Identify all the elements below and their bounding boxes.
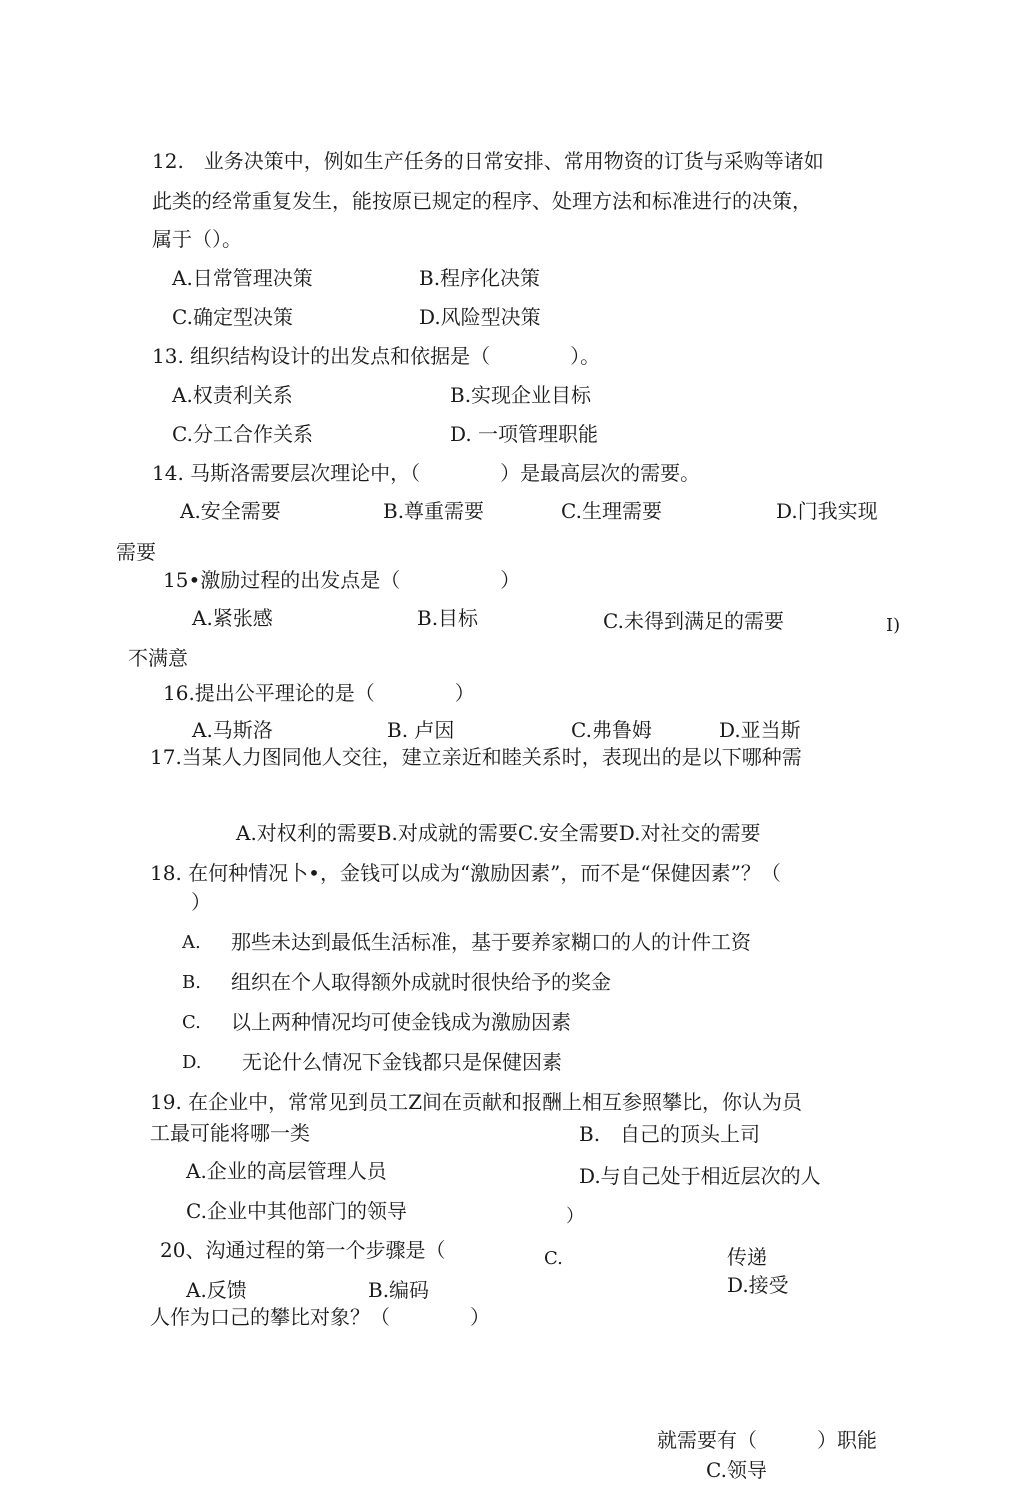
q18-option-d-letter: D.: [182, 1052, 202, 1073]
q12-option-b: B.程序化决策: [419, 266, 541, 290]
q19-option-d: D.与自己处于相近层次的人: [579, 1164, 821, 1188]
q12-option-d: D.风险型决策: [419, 305, 541, 329]
q14-option-a: A.安全需要: [180, 499, 281, 523]
q14-stem: 14. 马斯洛需要层次理论中，（ ）是最高层次的需要。: [152, 461, 701, 485]
q20-option-a: A.反馈: [186, 1278, 247, 1302]
q14-option-c: C.生理需要: [561, 499, 662, 523]
q13-option-a: A.权责利关系: [172, 383, 293, 407]
q21-tail-fragment: 就需要有（ ）职能: [657, 1428, 877, 1452]
q19-tail-fragment: 人作为口己的攀比对象？（ ）: [150, 1305, 490, 1329]
q15-option-b: B.目标: [417, 606, 479, 630]
q18-option-b: 组织在个人取得额外成就时很快给予的奖金: [231, 970, 611, 994]
q18-option-c-letter: C.: [182, 1012, 201, 1033]
q20-option-c-text: 传递: [727, 1245, 767, 1269]
q19-close-paren: ）: [566, 1206, 584, 1227]
q21-option-c-fragment: C.领导: [706, 1458, 767, 1482]
q13-option-d: D. 一项管理职能: [450, 422, 599, 446]
q16-stem: 16.提出公平理论的是（ ）: [163, 681, 475, 705]
q16-option-a: A.马斯洛: [192, 718, 273, 742]
q15-stem: 15•激励过程的出发点是（ ）: [163, 568, 521, 592]
q14-option-d: D.门我实现: [776, 499, 878, 523]
q20-option-b: B.编码: [368, 1278, 430, 1302]
q16-option-d: D.亚当斯: [719, 718, 801, 742]
q16-option-b: B. 卢因: [387, 718, 455, 742]
q15-option-d: I): [886, 615, 901, 636]
q19-option-c: C.企业中其他部门的领导: [186, 1199, 407, 1223]
q20-option-d: D.接受: [727, 1273, 789, 1297]
q18-option-a: 那些未达到最低生活标准，基于要养家糊口的人的计件工资: [231, 930, 751, 954]
q17-options: A.对权利的需要B.对成就的需要C.安全需要D.对社交的需要: [236, 821, 761, 845]
q15-option-c: C.未得到满足的需要: [603, 609, 784, 633]
q17-stem: 17.当某人力图同他人交往，建立亲近和睦关系时，表现出的是以下哪种需: [150, 745, 802, 769]
q19-stem-line2: 工最可能将哪一类: [150, 1121, 310, 1145]
q15-option-a: A.紧张感: [192, 606, 273, 630]
q14-option-b: B.尊重需要: [383, 499, 485, 523]
q13-option-c: C.分工合作关系: [172, 422, 313, 446]
q19-stem-line1: 19. 在企业中，常常见到员工Z间在贡献和报酬上相互参照攀比，你认为员: [150, 1090, 803, 1114]
q18-option-a-letter: A.: [182, 932, 201, 953]
q12-stem-line1: 12. 业务决策中，例如生产任务的日常安排、常用物资的订货与采购等诸如: [152, 149, 824, 173]
q18-stem: 18. 在何种情况卜•，金钱可以成为“激励因素”，而不是“保健因素”？（: [150, 861, 781, 885]
q16-option-c: C.弗鲁姆: [571, 718, 652, 742]
q18-stem-continued: ）: [191, 890, 211, 914]
q12-stem-line3: 属于（）。: [152, 227, 242, 251]
q18-option-c: 以上两种情况均可使金钱成为激励因素: [231, 1010, 571, 1034]
q20-stem: 20、沟通过程的第一个步骤是（: [160, 1238, 446, 1262]
q15-option-d-continued: 不满意: [128, 646, 188, 670]
q12-option-c: C.确定型决策: [172, 305, 293, 329]
q18-option-b-letter: B.: [182, 972, 201, 993]
q20-option-c: C.: [544, 1248, 563, 1269]
q19-option-a: A.企业的高层管理人员: [186, 1159, 387, 1183]
q13-option-b: B.实现企业目标: [450, 383, 592, 407]
q14-option-d-continued: 需要: [116, 540, 156, 564]
q12-option-a: A.日常管理决策: [172, 266, 313, 290]
q13-stem: 13. 组织结构设计的出发点和依据是（ ）。: [152, 344, 601, 368]
q12-stem-line2: 此类的经常重复发生，能按原已规定的程序、处理方法和标准进行的决策，: [152, 189, 812, 213]
q18-option-d: 无论什么情况下金钱都只是保健因素: [242, 1050, 562, 1074]
q19-option-b: B. 自己的顶头上司: [579, 1122, 761, 1146]
